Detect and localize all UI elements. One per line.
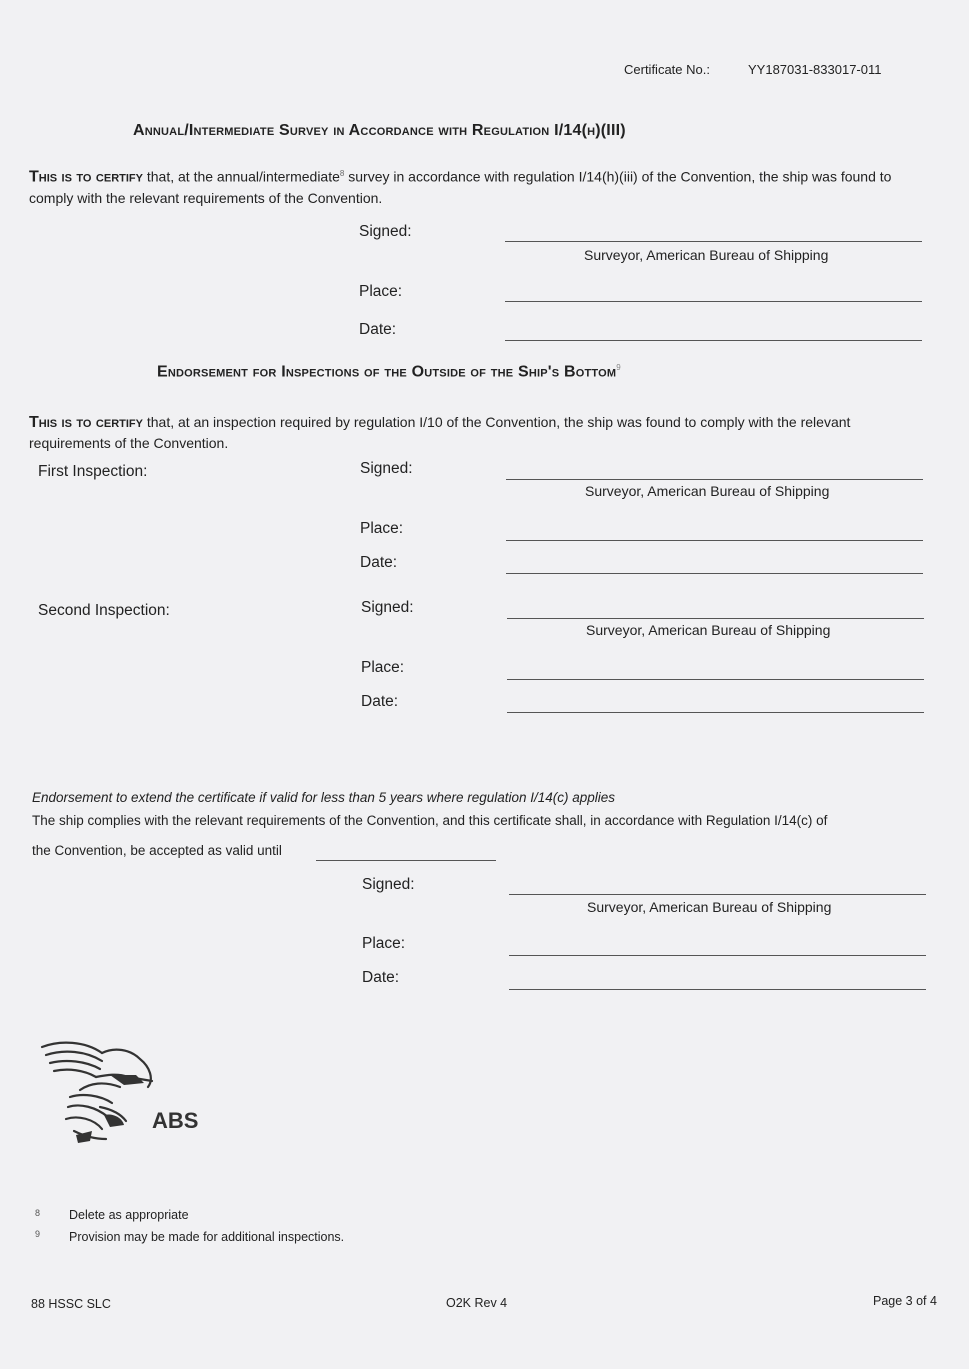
footnote-8-num: 8: [35, 1208, 41, 1218]
section1-place-line: [505, 301, 922, 302]
section3-surveyor-caption: Surveyor, American Bureau of Shipping: [587, 899, 832, 915]
footnote-9-text: Provision may be made for additional inspections.: [69, 1230, 345, 1244]
section3-date-line: [509, 989, 926, 990]
extension-heading: Endorsement to extend the certificate if valid for less than 5 years where regulation I/14(c) applies: [32, 790, 616, 805]
section1-text-b: survey in accordance with regulation I/14(h)(iii) of the Convention, the ship was found to comply with the relevant requirements of the Convention.: [29, 168, 892, 206]
form-code: 88 HSSC SLC: [31, 1297, 111, 1311]
section1-signed-line: [505, 241, 922, 242]
second-date-label: Date:: [361, 693, 399, 710]
footnote-8-text: Delete as appropriate: [69, 1208, 189, 1222]
first-signed-label: Signed:: [360, 460, 413, 477]
section2-text: that, at an inspection required by regulation I/10 of the Convention, the ship was found to comply with the relevant requirements of the Convention.: [29, 414, 851, 451]
section1-place-label: Place:: [359, 283, 403, 300]
section1-title: Annual/Intermediate Survey in Accordance with Regulation I/14(h)(III): [133, 122, 626, 139]
section1-lead: This is to certify: [29, 168, 143, 186]
section1-signed-label: Signed:: [359, 223, 412, 240]
footnote-9-num: 9: [35, 1229, 41, 1239]
section2-title-text: Endorsement for Inspections of the Outside of the Ship's Bottom: [157, 363, 617, 381]
section3-signed-line: [509, 894, 926, 895]
first-date-label: Date:: [360, 554, 398, 571]
second-place-line: [507, 679, 924, 680]
first-signed-line: [506, 479, 923, 480]
section1-date-label: Date:: [359, 321, 397, 338]
section2-paragraph: [29, 412, 889, 454]
section2-lead: This is to certify: [29, 414, 143, 431]
page-number: Page 3 of 4: [873, 1294, 937, 1308]
section1-text-a: that, at the annual/intermediate: [142, 168, 340, 185]
second-inspection-heading: Second Inspection:: [38, 602, 170, 619]
eagle-icon: [40, 1035, 160, 1150]
first-surveyor-caption: Surveyor, American Bureau of Shipping: [585, 483, 830, 499]
section2-title: [157, 363, 621, 381]
valid-until-line: [316, 860, 496, 861]
second-signed-label: Signed:: [361, 599, 414, 616]
section3-place-label: Place:: [362, 935, 406, 952]
first-place-line: [506, 540, 923, 541]
certificate-number: YY187031-833017-011: [748, 62, 882, 77]
section3-place-line: [509, 955, 926, 956]
second-date-line: [507, 712, 924, 713]
extension-line2: the Convention, be accepted as valid until: [32, 843, 282, 858]
first-place-label: Place:: [360, 520, 404, 537]
second-signed-line: [507, 618, 924, 619]
section1-paragraph: [29, 163, 919, 209]
second-place-label: Place:: [361, 659, 405, 676]
certificate-label: Certificate No.:: [624, 62, 710, 77]
section3-date-label: Date:: [362, 969, 400, 986]
section1-date-line: [505, 340, 922, 341]
first-inspection-heading: First Inspection:: [38, 463, 148, 480]
extension-line1: The ship complies with the relevant requirements of the Convention, and this certificate shall, in accordance with Regulation I/14(c) of: [32, 813, 828, 828]
section1-surveyor-caption: Surveyor, American Bureau of Shipping: [584, 247, 829, 263]
footnote-ref-8: 8: [339, 169, 345, 178]
revision: O2K Rev 4: [446, 1296, 508, 1310]
second-surveyor-caption: Surveyor, American Bureau of Shipping: [586, 622, 831, 638]
abs-logo-text: ABS: [152, 1108, 199, 1133]
footnote-ref-9: 9: [616, 363, 621, 372]
first-date-line: [506, 573, 923, 574]
section3-signed-label: Signed:: [362, 876, 415, 893]
